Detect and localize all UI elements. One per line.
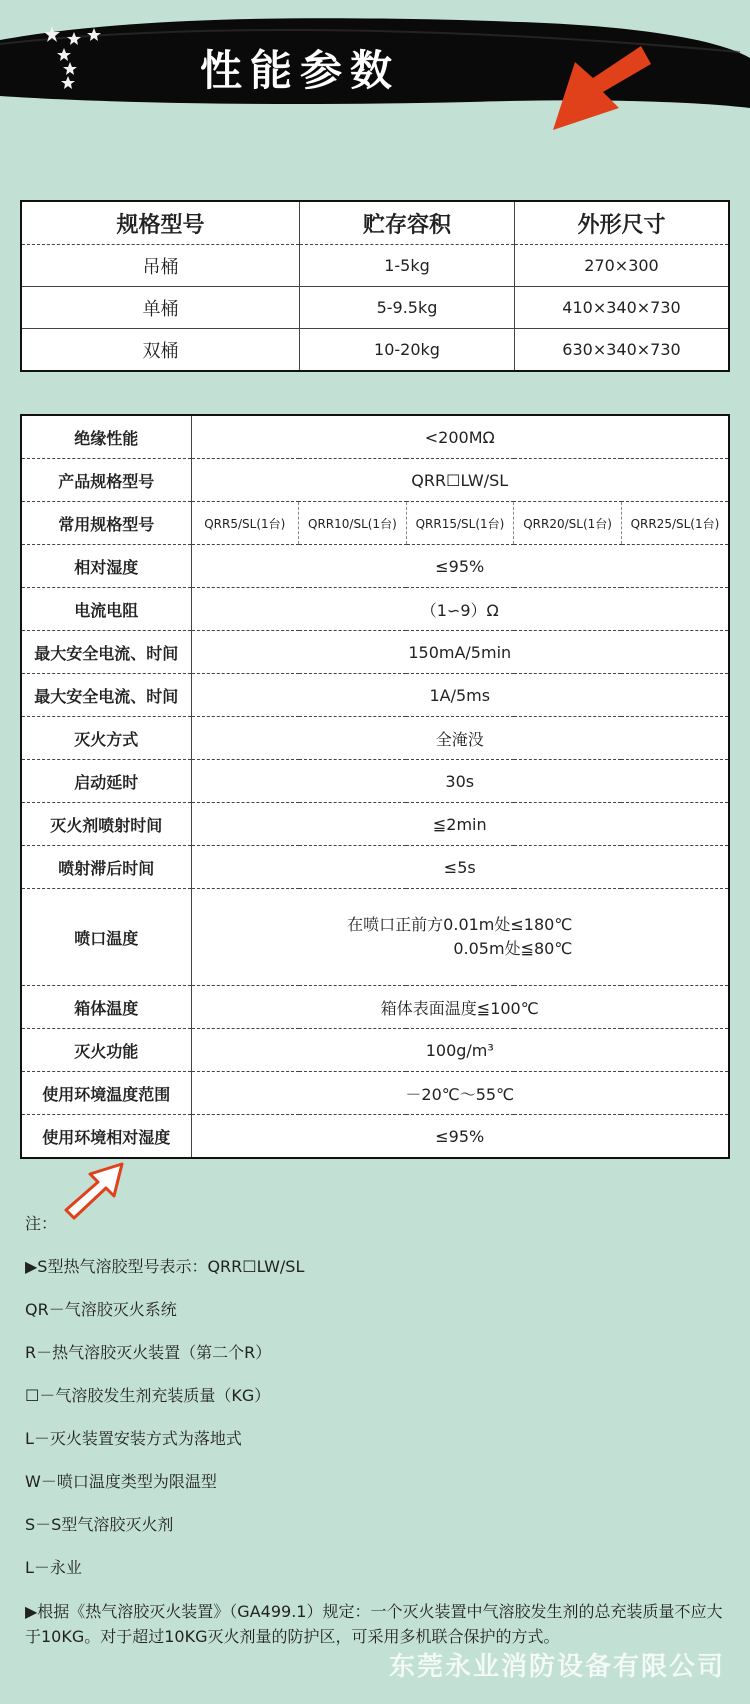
param-label: 喷射滞后时间 bbox=[21, 846, 191, 889]
nozzle-temp-line-1: 在喷口正前方0.01m处≤180℃ bbox=[347, 915, 573, 934]
table-row bbox=[21, 1115, 729, 1159]
dimensions-cell: 410×340×730 bbox=[515, 287, 730, 329]
note-line: ☐－气溶胶发生剂充装质量（KG） bbox=[25, 1386, 271, 1405]
nozzle-temp-lines bbox=[347, 913, 572, 961]
table-row bbox=[21, 1029, 729, 1072]
note-line: R－热气溶胶灭火装置（第二个R） bbox=[25, 1343, 272, 1362]
param-label: 常用规格型号 bbox=[21, 502, 191, 545]
model-option-cell: QRR5/SL(1台) bbox=[191, 502, 299, 545]
company-watermark: 东莞永业消防设备有限公司 bbox=[388, 1652, 725, 1682]
param-label: 产品规格型号 bbox=[21, 459, 191, 502]
param-value: 150mA/5min bbox=[191, 631, 729, 674]
table-row bbox=[21, 245, 729, 287]
table-row bbox=[21, 717, 729, 760]
param-value: －20℃～55℃ bbox=[191, 1072, 729, 1115]
table-row bbox=[21, 631, 729, 674]
param-label: 使用环境温度范围 bbox=[21, 1072, 191, 1115]
header-dimensions: 外形尺寸 bbox=[515, 201, 730, 245]
param-value: 全淹没 bbox=[191, 717, 729, 760]
model-option-cell: QRR10/SL(1台) bbox=[299, 502, 407, 545]
table-row bbox=[21, 846, 729, 889]
note-line: QR－气溶胶灭火系统 bbox=[25, 1300, 177, 1319]
capacity-cell: 1-5kg bbox=[300, 245, 515, 287]
param-value: 100g/m³ bbox=[191, 1029, 729, 1072]
model-cell: 双桶 bbox=[21, 329, 300, 372]
table-row bbox=[21, 502, 729, 545]
model-cell: 单桶 bbox=[21, 287, 300, 329]
star-logo-icon bbox=[40, 24, 110, 94]
note-line: L－永业 bbox=[25, 1558, 82, 1577]
note-line: ▶S型热气溶胶型号表示：QRR☐LW/SL bbox=[25, 1257, 305, 1276]
note-line: L－灭火装置安装方式为落地式 bbox=[25, 1429, 242, 1448]
parameter-table bbox=[20, 414, 730, 1159]
param-label: 喷口温度 bbox=[21, 889, 191, 986]
table-row bbox=[21, 329, 729, 372]
dimensions-cell: 270×300 bbox=[515, 245, 730, 287]
capacity-cell: 5-9.5kg bbox=[300, 287, 515, 329]
param-label: 最大安全电流、时间 bbox=[21, 631, 191, 674]
param-value: （1∽9）Ω bbox=[191, 588, 729, 631]
note-line: W－喷口温度类型为限温型 bbox=[25, 1472, 217, 1491]
param-label: 灭火剂喷射时间 bbox=[21, 803, 191, 846]
param-label: 最大安全电流、时间 bbox=[21, 674, 191, 717]
dimensions-cell: 630×340×730 bbox=[515, 329, 730, 372]
notes-section bbox=[25, 1210, 725, 1649]
header-model: 规格型号 bbox=[21, 201, 300, 245]
model-option-cell: QRR20/SL(1台) bbox=[514, 502, 622, 545]
param-value: ≤95% bbox=[191, 1115, 729, 1159]
param-value: ≤5s bbox=[191, 846, 729, 889]
table-row bbox=[21, 415, 729, 459]
banner-title: 性能参数 bbox=[200, 46, 401, 95]
param-label: 相对湿度 bbox=[21, 545, 191, 588]
table-row bbox=[21, 588, 729, 631]
header-capacity: 贮存容积 bbox=[300, 201, 515, 245]
param-value: ≦2min bbox=[191, 803, 729, 846]
table-row bbox=[21, 545, 729, 588]
spec-table bbox=[20, 200, 730, 372]
table-row bbox=[21, 986, 729, 1029]
param-label: 绝缘性能 bbox=[21, 415, 191, 459]
table-row bbox=[21, 459, 729, 502]
nozzle-temp-line-2: 0.05m处≦80℃ bbox=[453, 939, 573, 958]
param-value: ≤95% bbox=[191, 545, 729, 588]
note-line: S－S型气溶胶灭火剂 bbox=[25, 1515, 174, 1534]
param-value: <200MΩ bbox=[191, 415, 729, 459]
table-row bbox=[21, 674, 729, 717]
param-value: 30s bbox=[191, 760, 729, 803]
param-value: QRR☐LW/SL bbox=[191, 459, 729, 502]
notes-heading: 注： bbox=[25, 1214, 58, 1233]
param-label: 启动延时 bbox=[21, 760, 191, 803]
param-value bbox=[191, 889, 729, 986]
table-row bbox=[21, 287, 729, 329]
model-option-cell: QRR25/SL(1台) bbox=[621, 502, 729, 545]
param-label: 灭火功能 bbox=[21, 1029, 191, 1072]
title-banner bbox=[0, 0, 750, 140]
table-row bbox=[21, 760, 729, 803]
table-row bbox=[21, 1072, 729, 1115]
param-label: 箱体温度 bbox=[21, 986, 191, 1029]
param-label: 灭火方式 bbox=[21, 717, 191, 760]
param-label: 电流电阻 bbox=[21, 588, 191, 631]
capacity-cell: 10-20kg bbox=[300, 329, 515, 372]
table-row bbox=[21, 803, 729, 846]
red-arrow-icon bbox=[545, 42, 655, 132]
table-row bbox=[21, 889, 729, 986]
regulation-note: ▶根据《热气溶胶灭火装置》（GA499.1）规定：一个灭火装置中气溶胶发生剂的总充装质量不应大于10KG。对于超过10KG灭火剂量的防护区，可采用多机联合保护的方式。 bbox=[25, 1602, 723, 1646]
param-value: 箱体表面温度≦100℃ bbox=[191, 986, 729, 1029]
param-label: 使用环境相对湿度 bbox=[21, 1115, 191, 1159]
spec-table-header-row bbox=[21, 201, 729, 245]
model-option-cell: QRR15/SL(1台) bbox=[406, 502, 514, 545]
model-cell: 吊桶 bbox=[21, 245, 300, 287]
param-value: 1A/5ms bbox=[191, 674, 729, 717]
